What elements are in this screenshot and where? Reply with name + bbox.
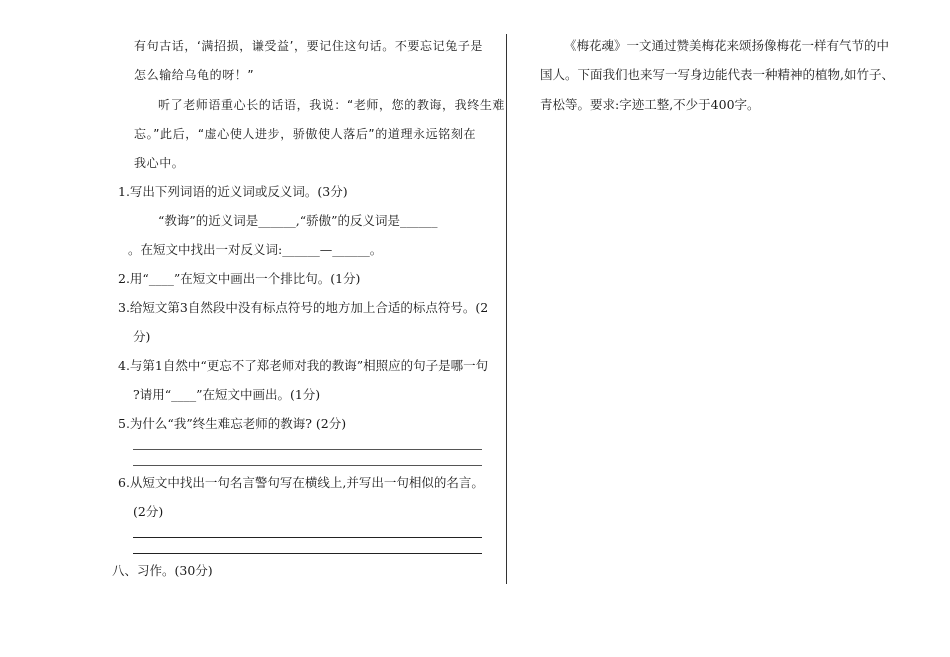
- answer-line[interactable]: [133, 465, 482, 466]
- passage-line: 我心中。: [134, 156, 185, 170]
- question-5-prompt: 5.为什么“我”终生难忘老师的教诲? (2分): [118, 416, 347, 431]
- question-1-prompt: 1.写出下列词语的近义词或反义词。(3分): [118, 184, 348, 199]
- prompt-line: 《梅花魂》一文通过赞美梅花来颂扬像梅花一样有气节的中: [564, 38, 890, 53]
- passage-line: 听了老师语重心长的话语，我说：“老师，您的教诲，我终生难: [158, 98, 506, 112]
- answer-line[interactable]: [133, 553, 482, 554]
- answer-line[interactable]: [133, 537, 482, 538]
- question-3-line: 分): [133, 329, 151, 344]
- question-6-line: (2分): [133, 504, 164, 519]
- question-1-line: “教诲”的近义词是______,“骄傲”的反义词是______: [158, 213, 438, 228]
- prompt-line: 国人。下面我们也来写一写身边能代表一种精神的植物,如竹子、: [540, 67, 894, 82]
- question-4-line: ?请用“____”在短文中画出。(1分): [133, 387, 321, 402]
- answer-line[interactable]: [133, 449, 482, 450]
- question-6-prompt: 6.从短文中找出一句名言警句写在横线上,并写出一句相似的名言。: [118, 475, 484, 490]
- question-1-line: 。在短文中找出一对反义词:______—______。: [128, 242, 383, 257]
- question-4-prompt: 4.与第1自然中“更忘不了郑老师对我的教诲”相照应的句子是哪一句: [118, 358, 489, 373]
- section-heading: 八、习作。(30分): [112, 563, 213, 578]
- passage-line: 忘。”此后，“虚心使人进步，骄傲使人落后”的道理永远铭刻在: [134, 127, 477, 141]
- column-divider: [506, 34, 507, 584]
- passage-line: 有句古话，‘满招损，谦受益’，要记住这句话。不要忘记兔子是: [134, 39, 484, 53]
- question-2-prompt: 2.用“____”在短文中画出一个排比句。(1分): [118, 271, 361, 286]
- prompt-line: 青松等。要求:字迹工整,不少于400字。: [540, 97, 760, 112]
- passage-line: 怎么输给乌龟的呀！”: [134, 68, 255, 82]
- question-3-prompt: 3.给短文第3自然段中没有标点符号的地方加上合适的标点符号。(2: [118, 300, 489, 315]
